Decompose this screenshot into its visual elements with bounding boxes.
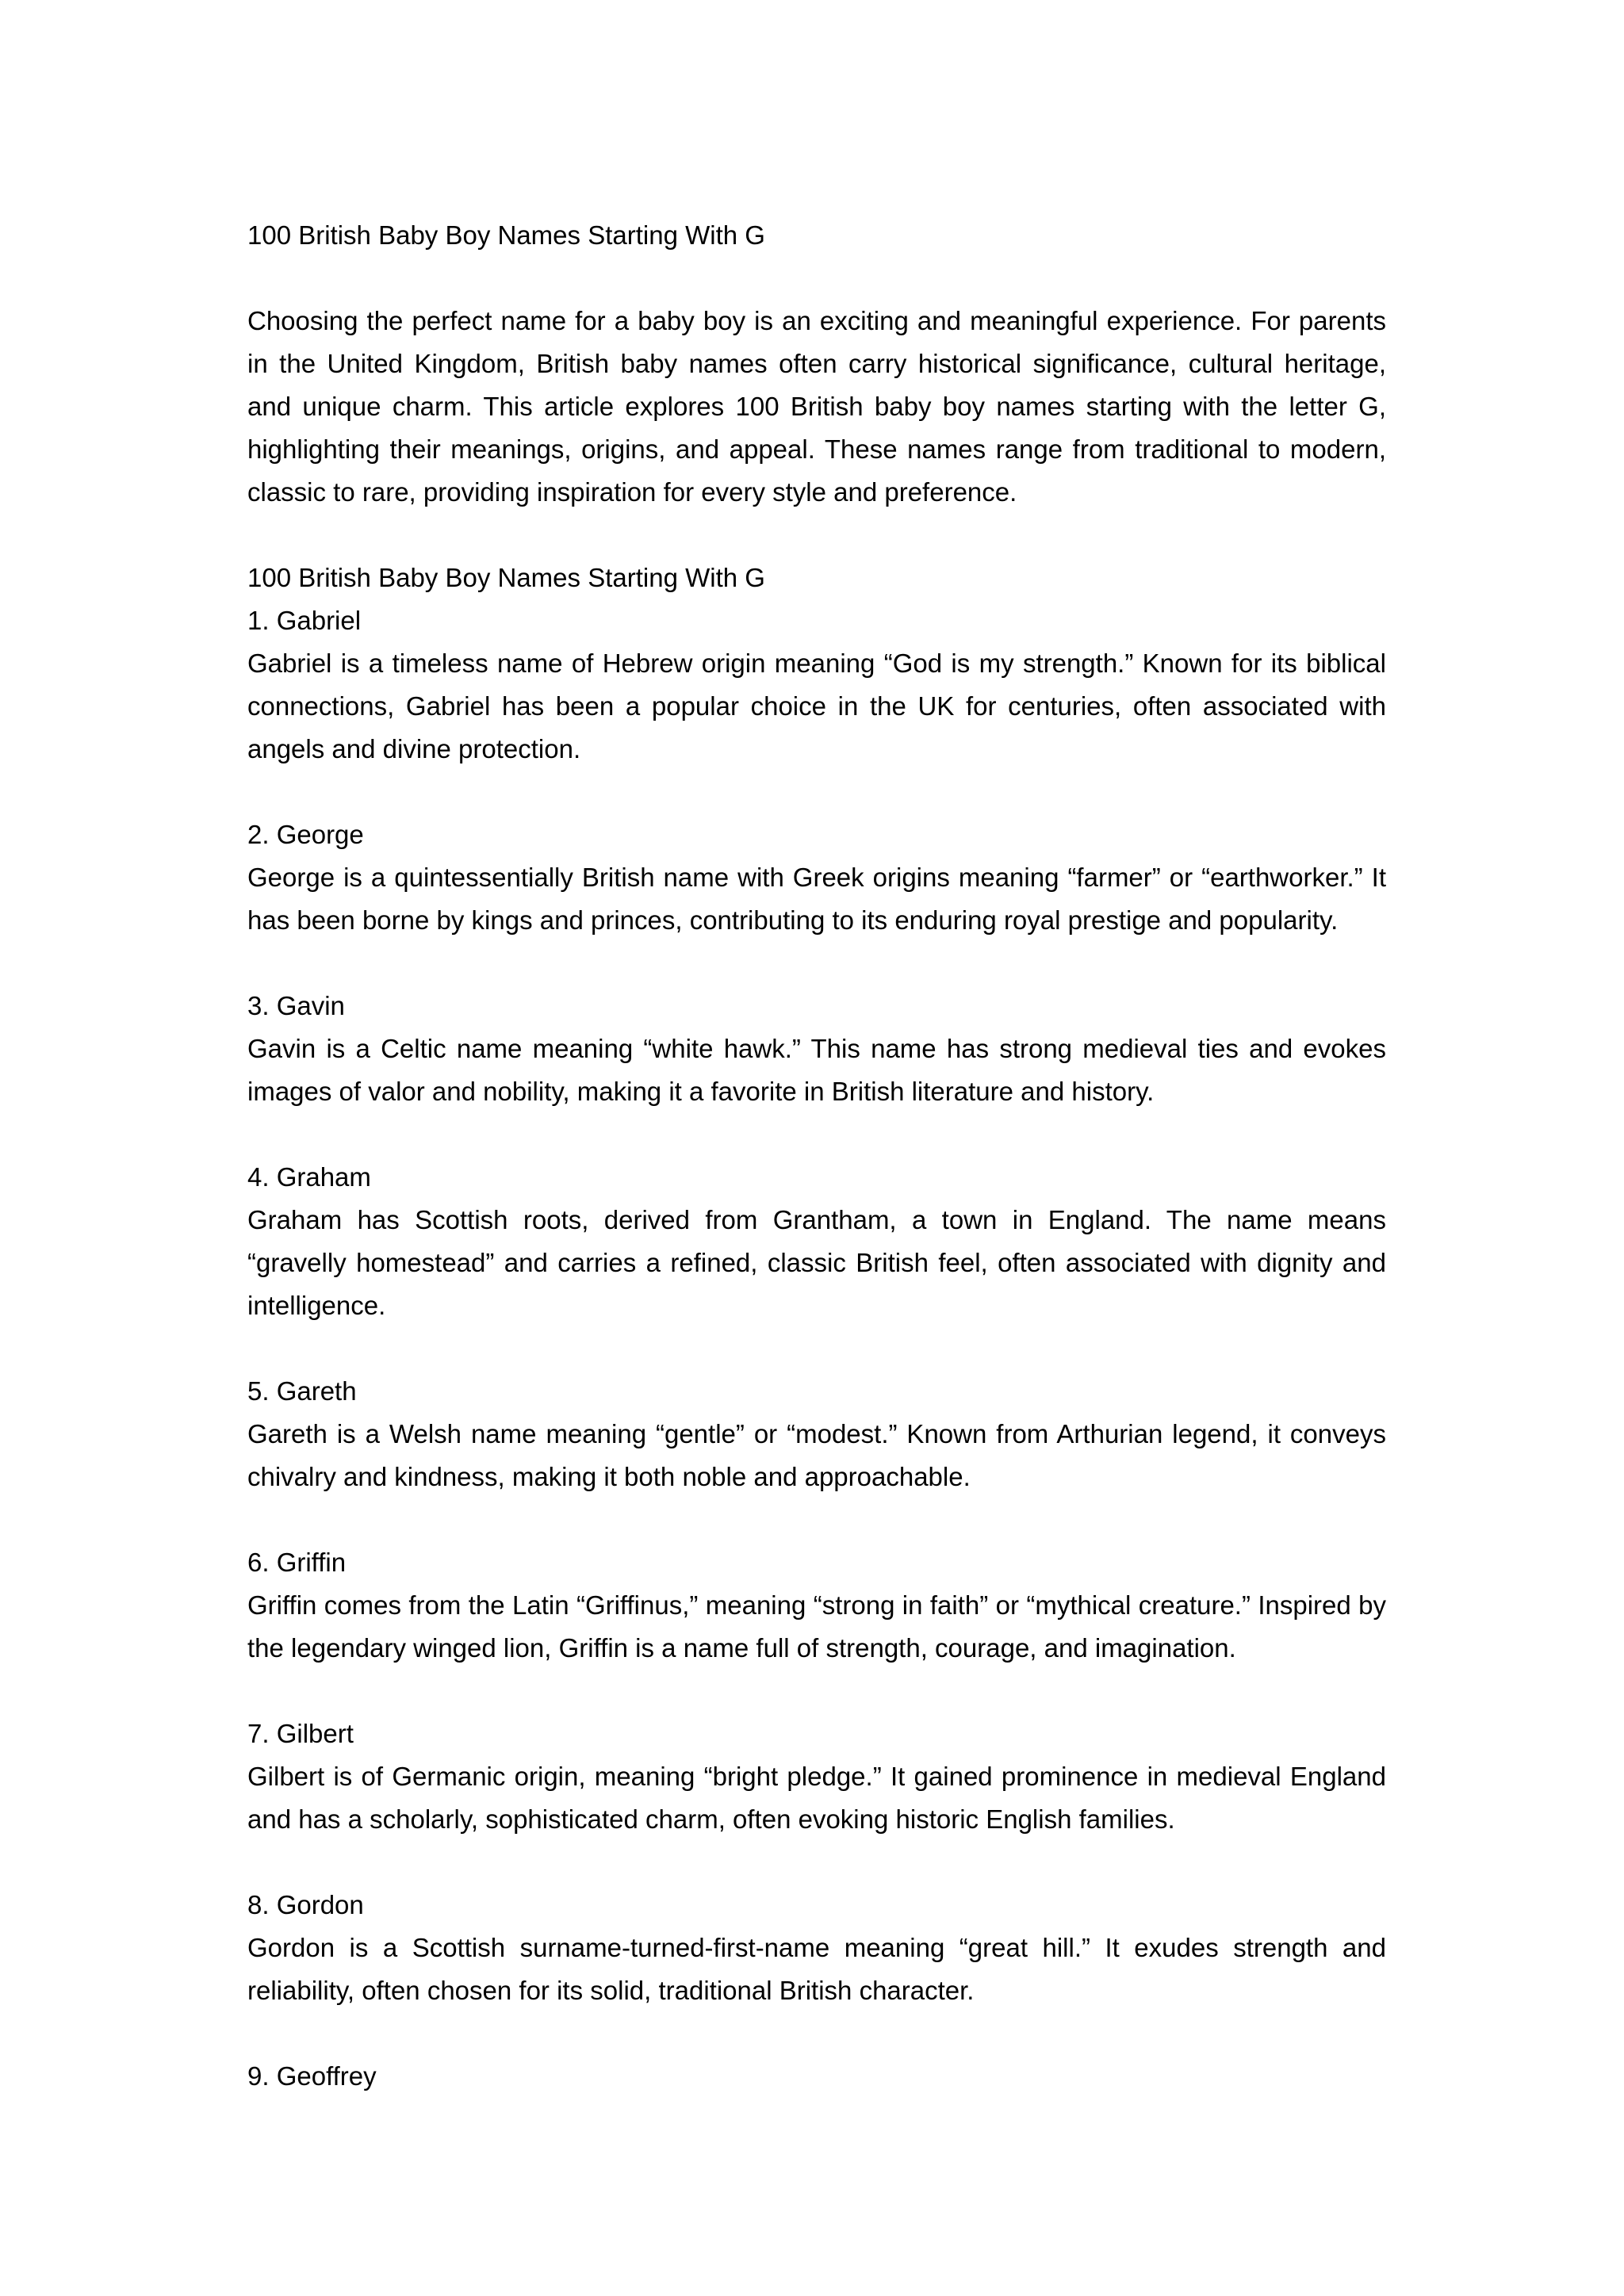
entry-description: Graham has Scottish roots, derived from Grantham, a town in England. The name means “gravelly homestead” and carries a refined, classic British feel, often associated with dignity and intelligence. <box>247 1205 1386 1320</box>
entry-title: 8. Gordon <box>247 1890 364 1919</box>
entry-description: Gabriel is a timeless name of Hebrew origin meaning “God is my strength.” Known for its biblical connections, Gabriel has been a popular choice in the UK for centuries, often associated with angels and divine protection. <box>247 649 1386 763</box>
document-title: 100 British Baby Boy Names Starting With G <box>247 220 765 250</box>
entry-title: 6. Griffin <box>247 1548 347 1577</box>
entry-title: 9. Geoffrey <box>247 2061 377 2091</box>
entry-title: 5. Gareth <box>247 1376 357 1406</box>
name-entry <box>247 985 1386 1113</box>
spacer <box>247 257 1386 300</box>
entry-title: 2. George <box>247 820 364 849</box>
name-entry <box>247 1884 1386 2012</box>
section-heading: 100 British Baby Boy Names Starting With G <box>247 563 765 592</box>
entry-description: Gavin is a Celtic name meaning “white hawk.” This name has strong medieval ties and evokes images of valor and nobility, making it a favorite in British literature and history. <box>247 1034 1386 1106</box>
entry-title: 1. Gabriel <box>247 606 362 635</box>
entry-description: George is a quintessentially British name with Greek origins meaning “farmer” or “earthworker.” It has been borne by kings and princes, contributing to its enduring royal prestige and popularity. <box>247 863 1386 935</box>
name-entry <box>247 2055 1386 2098</box>
name-entry <box>247 599 1386 771</box>
spacer <box>247 514 1386 557</box>
name-entry <box>247 1541 1386 1670</box>
entry-title: 4. Graham <box>247 1162 371 1192</box>
entry-title: 7. Gilbert <box>247 1719 354 1748</box>
name-entry <box>247 1156 1386 1327</box>
name-entry <box>247 1370 1386 1498</box>
name-entry <box>247 1712 1386 1841</box>
entry-description: Gilbert is of Germanic origin, meaning “bright pledge.” It gained prominence in medieval England and has a scholarly, sophisticated charm, often evoking historic English families. <box>247 1762 1386 1834</box>
entry-description: Gordon is a Scottish surname-turned-first-name meaning “great hill.” It exudes strength and reliability, often chosen for its solid, traditional British character. <box>247 1933 1386 2005</box>
name-entry <box>247 813 1386 942</box>
document-content <box>247 214 1386 2098</box>
intro-paragraph: Choosing the perfect name for a baby boy is an exciting and meaningful experience. For parents in the United Kingdom, British baby names often carry historical significance, cultural heritage, and unique charm. This article explores 100 British baby boy names starting with the letter G, highlighting their meanings, origins, and appeal. These names range from traditional to modern, classic to rare, providing inspiration for every style and preference. <box>247 306 1386 507</box>
entry-description: Gareth is a Welsh name meaning “gentle” or “modest.” Known from Arthurian legend, it conveys chivalry and kindness, making it both noble and approachable. <box>247 1419 1386 1491</box>
entry-description: Griffin comes from the Latin “Griffinus,” meaning “strong in faith” or “mythical creature.” Inspired by the legendary winged lion, Griffin is a name full of strength, courage, and imagination. <box>247 1590 1386 1663</box>
entry-title: 3. Gavin <box>247 991 345 1020</box>
